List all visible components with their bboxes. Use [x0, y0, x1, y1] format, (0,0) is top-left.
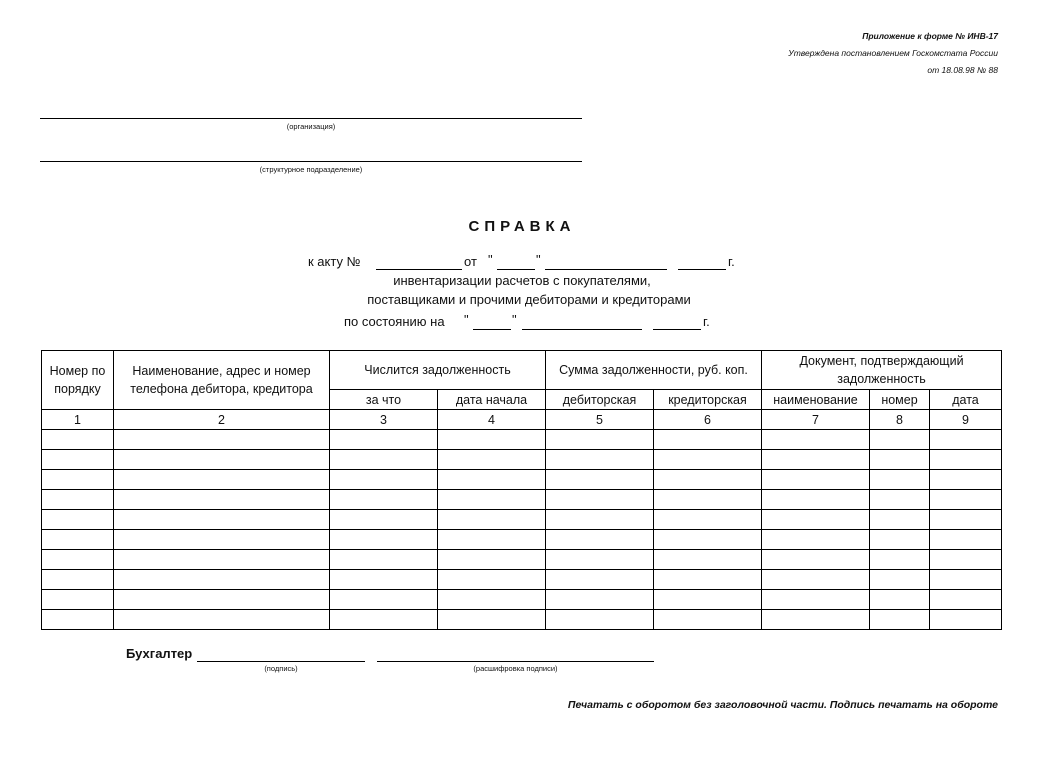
table-cell[interactable] — [114, 550, 330, 570]
table-cell[interactable] — [114, 570, 330, 590]
table-cell[interactable] — [870, 550, 930, 570]
subheader-debit: дебиторская — [546, 390, 654, 410]
print-instruction: Печатать с оборотом без заголовочной части. Подпись печатать на обороте — [567, 699, 998, 711]
table-cell[interactable] — [762, 590, 870, 610]
asof-month-line — [522, 329, 642, 330]
table-cell[interactable] — [546, 510, 654, 530]
table-cell[interactable] — [762, 470, 870, 490]
table-cell[interactable] — [930, 610, 1002, 630]
approval-date: от 18.08.98 № 88 — [927, 65, 998, 75]
as-of-label: по состоянию на — [344, 314, 445, 329]
table-cell[interactable] — [654, 470, 762, 490]
table-cell[interactable] — [546, 430, 654, 450]
table-cell[interactable] — [438, 570, 546, 590]
col-number: 4 — [438, 410, 546, 430]
table-cell[interactable] — [870, 510, 930, 530]
table-cell[interactable] — [654, 450, 762, 470]
subheader-start-date: дата начала — [438, 390, 546, 410]
signature-line — [197, 661, 365, 662]
table-cell[interactable] — [762, 550, 870, 570]
quote-close: " — [536, 252, 541, 267]
table-cell[interactable] — [330, 530, 438, 550]
department-caption: (структурное подразделение) — [259, 165, 363, 174]
table-row — [42, 450, 1002, 470]
table-cell[interactable] — [654, 610, 762, 630]
table-cell[interactable] — [930, 590, 1002, 610]
table-cell[interactable] — [330, 490, 438, 510]
col-number: 3 — [330, 410, 438, 430]
table-cell[interactable] — [114, 470, 330, 490]
header-debtor-name: Наименование, адрес и номер телефона дебитора, кредитора — [114, 351, 330, 410]
table-cell[interactable] — [546, 590, 654, 610]
table-row — [42, 570, 1002, 590]
accountant-label: Бухгалтер — [126, 646, 193, 661]
table-cell[interactable] — [42, 450, 114, 470]
table-cell[interactable] — [546, 490, 654, 510]
table-cell[interactable] — [546, 570, 654, 590]
signature-caption: (подпись) — [264, 664, 298, 673]
table-cell[interactable] — [330, 430, 438, 450]
table-cell[interactable] — [870, 470, 930, 490]
table-cell[interactable] — [654, 490, 762, 510]
table-cell[interactable] — [870, 570, 930, 590]
table-cell[interactable] — [654, 570, 762, 590]
header-row-number: Номер по порядку — [42, 351, 114, 410]
table-cell[interactable] — [114, 510, 330, 530]
quote-open: " — [488, 252, 493, 267]
table-cell[interactable] — [870, 530, 930, 550]
table-cell[interactable] — [438, 470, 546, 490]
table-cell[interactable] — [930, 470, 1002, 490]
act-year-suffix: г. — [728, 254, 735, 269]
table-row — [42, 510, 1002, 530]
table-cell[interactable] — [330, 510, 438, 530]
table-cell[interactable] — [438, 590, 546, 610]
table-cell[interactable] — [42, 530, 114, 550]
table-cell[interactable] — [438, 450, 546, 470]
table-cell[interactable] — [762, 570, 870, 590]
asof-year-line — [653, 329, 701, 330]
table-cell[interactable] — [42, 590, 114, 610]
table-row — [42, 590, 1002, 610]
subheader-doc-number: номер — [870, 390, 930, 410]
table-cell[interactable] — [330, 550, 438, 570]
asof-year-suffix: г. — [703, 314, 710, 329]
table-cell[interactable] — [114, 450, 330, 470]
table-cell[interactable] — [438, 510, 546, 530]
subheader-doc-date: дата — [930, 390, 1002, 410]
asof-quote-close: " — [512, 312, 517, 327]
col-number: 7 — [762, 410, 870, 430]
table-cell[interactable] — [330, 610, 438, 630]
table-cell[interactable] — [42, 610, 114, 630]
table-cell[interactable] — [330, 570, 438, 590]
asof-quote-open: " — [464, 312, 469, 327]
table-cell[interactable] — [930, 490, 1002, 510]
form-appendix-note: Приложение к форме № ИНВ-17 — [862, 31, 998, 41]
table-cell[interactable] — [870, 610, 930, 630]
table-cell[interactable] — [930, 530, 1002, 550]
table-cell[interactable] — [870, 450, 930, 470]
asof-day-line — [473, 329, 511, 330]
table-cell[interactable] — [546, 450, 654, 470]
col-number: 2 — [114, 410, 330, 430]
table-cell[interactable] — [330, 450, 438, 470]
debt-table — [41, 350, 1002, 630]
inventory-line-2: поставщиками и прочими дебиторами и кредиторами — [367, 292, 691, 307]
act-month-line — [545, 269, 667, 270]
approval-note: Утверждена постановлением Госкомстата России — [788, 48, 998, 58]
col-number: 1 — [42, 410, 114, 430]
table-cell[interactable] — [762, 430, 870, 450]
table-cell[interactable] — [114, 430, 330, 450]
table-cell[interactable] — [42, 550, 114, 570]
table-cell[interactable] — [762, 490, 870, 510]
table-cell[interactable] — [114, 490, 330, 510]
table-row — [42, 430, 1002, 450]
table-cell[interactable] — [762, 510, 870, 530]
table-cell[interactable] — [930, 430, 1002, 450]
table-cell[interactable] — [438, 550, 546, 570]
table-cell[interactable] — [762, 450, 870, 470]
table-row — [42, 610, 1002, 630]
act-from-label: от — [464, 254, 477, 269]
subheader-credit: кредиторская — [654, 390, 762, 410]
organization-caption: (организация) — [286, 122, 336, 131]
header-debt-sum: Сумма задолженности, руб. коп. — [546, 351, 762, 390]
table-cell[interactable] — [114, 590, 330, 610]
col-number: 8 — [870, 410, 930, 430]
table-cell[interactable] — [930, 550, 1002, 570]
table-row — [42, 470, 1002, 490]
header-debt-listed: Числится задолженность — [330, 351, 546, 390]
table-cell[interactable] — [654, 550, 762, 570]
table-cell[interactable] — [438, 610, 546, 630]
table-cell[interactable] — [654, 510, 762, 530]
act-year-line — [678, 269, 726, 270]
table-row — [42, 490, 1002, 510]
inventory-line-1: инвентаризации расчетов с покупателями, — [393, 273, 651, 288]
document-title: СПРАВКА — [468, 218, 576, 235]
table-cell[interactable] — [762, 530, 870, 550]
table-cell[interactable] — [654, 530, 762, 550]
table-cell[interactable] — [438, 490, 546, 510]
header-document: Документ, подтверждающий задолженность — [762, 351, 1002, 390]
table-cell[interactable] — [42, 510, 114, 530]
table-cell[interactable] — [42, 570, 114, 590]
table-cell[interactable] — [546, 470, 654, 490]
table-cell[interactable] — [114, 530, 330, 550]
table-cell[interactable] — [42, 490, 114, 510]
table-cell[interactable] — [930, 570, 1002, 590]
organization-line — [40, 118, 582, 119]
table-cell[interactable] — [654, 590, 762, 610]
table-cell[interactable] — [42, 470, 114, 490]
act-prefix: к акту № — [308, 254, 361, 269]
department-line — [40, 161, 582, 162]
col-number: 5 — [546, 410, 654, 430]
table-cell[interactable] — [870, 590, 930, 610]
table-row — [42, 530, 1002, 550]
table-cell[interactable] — [42, 430, 114, 450]
table-cell[interactable] — [330, 590, 438, 610]
table-cell[interactable] — [930, 510, 1002, 530]
table-cell[interactable] — [546, 550, 654, 570]
table-cell[interactable] — [114, 610, 330, 630]
signature-decode-line — [377, 661, 654, 662]
table-cell[interactable] — [546, 610, 654, 630]
table-cell[interactable] — [654, 430, 762, 450]
table-cell[interactable] — [438, 430, 546, 450]
table-cell[interactable] — [930, 450, 1002, 470]
col-number: 9 — [930, 410, 1002, 430]
subheader-doc-name: наименование — [762, 390, 870, 410]
table-row — [42, 550, 1002, 570]
table-cell[interactable] — [330, 470, 438, 490]
table-cell[interactable] — [546, 530, 654, 550]
act-number-line — [376, 269, 462, 270]
act-day-line — [497, 269, 535, 270]
table-cell[interactable] — [870, 490, 930, 510]
signature-decode-caption: (расшифровка подписи) — [473, 664, 558, 673]
table-cell[interactable] — [870, 430, 930, 450]
col-number: 6 — [654, 410, 762, 430]
table-cell[interactable] — [762, 610, 870, 630]
subheader-for-what: за что — [330, 390, 438, 410]
table-cell[interactable] — [438, 530, 546, 550]
